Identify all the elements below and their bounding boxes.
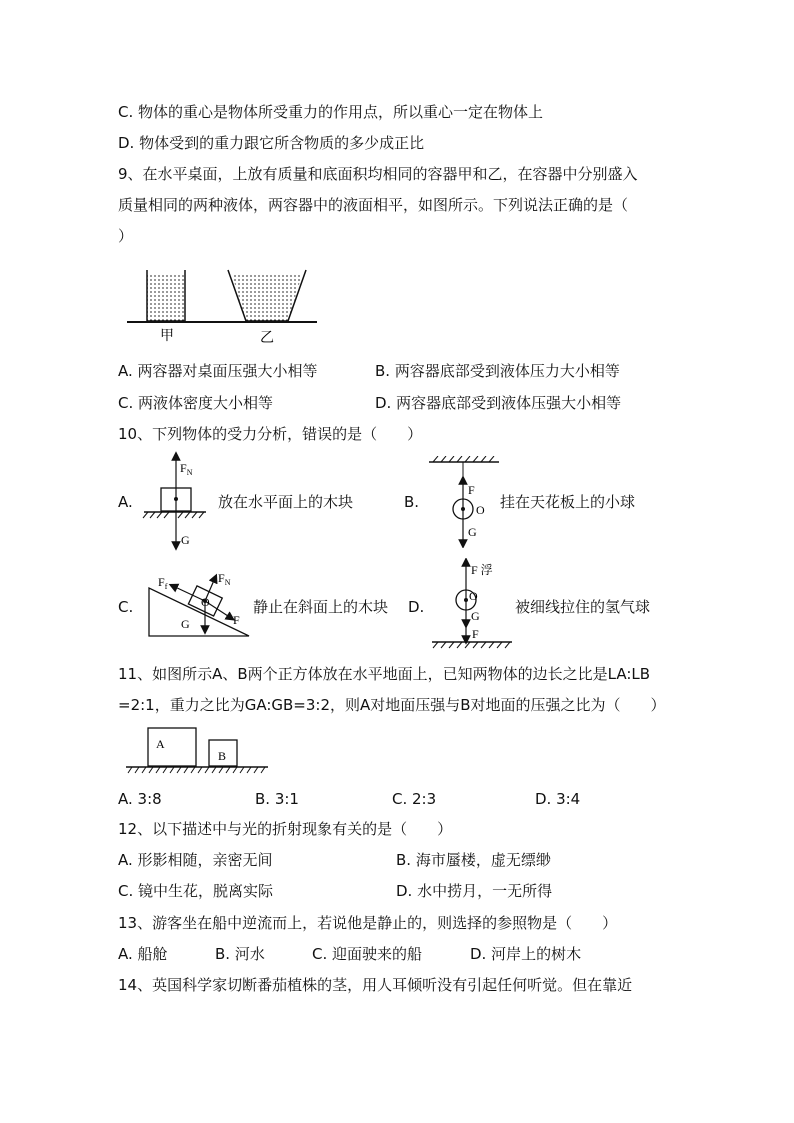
- q11-option-a: A. 3:8: [118, 790, 162, 808]
- q13-option-a: A. 船舱: [118, 945, 168, 963]
- q12-option-d: D. 水中捞月，一无所得: [396, 882, 553, 900]
- label-f-fu: F 浮: [471, 563, 493, 577]
- label-o: O: [476, 503, 485, 517]
- container-jia: [147, 270, 185, 321]
- q10-option-b-letter: B.: [404, 493, 420, 511]
- label-fn: $F_N$: [218, 571, 231, 587]
- q12-stem: 12、以下描述中与光的折射现象有关的是（ ）: [118, 820, 453, 838]
- q10-option-d-letter: D.: [408, 598, 425, 616]
- incline: [149, 588, 249, 636]
- q9-option-a: A. 两容器对桌面压强大小相等: [118, 362, 318, 380]
- q10-option-c-letter: C.: [118, 598, 134, 616]
- q9-stem-line1: 9、在水平桌面，上放有质量和底面积均相同的容器甲和乙，在容器中分别盛入: [118, 165, 638, 183]
- q14-stem-line1: 14、英国科学家切断番茄植株的茎，用人耳倾听没有引起任何听觉。但在靠近: [118, 976, 633, 994]
- q10-option-b-desc: 挂在天花板上的小球: [500, 493, 636, 511]
- label-o: O: [201, 595, 210, 609]
- q12-option-a: A. 形影相随，亲密无间: [118, 851, 273, 869]
- q10-a-figure: [140, 448, 215, 553]
- q10-stem: 10、下列物体的受力分析，错误的是（ ）: [118, 425, 423, 443]
- label-jia: 甲: [160, 329, 174, 344]
- label-g: G: [468, 525, 477, 539]
- q10-d-figure: [428, 558, 518, 650]
- q9-stem-line2: 质量相同的两种液体，两容器中的液面相平，如图所示。下列说法正确的是（: [118, 196, 629, 214]
- q12-option-b: B. 海市蜃楼，虚无缥缈: [396, 851, 551, 869]
- q10-c-figure: [145, 568, 253, 640]
- q11-option-b: B. 3:1: [255, 790, 299, 808]
- q10-b-figure: [425, 456, 505, 548]
- q9-option-c: C. 两液体密度大小相等: [118, 394, 274, 412]
- q11-stem-line2: =2:1，重力之比为GA:GB=3:2，则A对地面压强与B对地面的压强之比为（ ）: [118, 696, 666, 714]
- q8-option-c: C. 物体的重心是物体所受重力的作用点，所以重心一定在物体上: [118, 103, 544, 121]
- label-b: B: [218, 749, 227, 763]
- q10-option-c-desc: 静止在斜面上的木块: [253, 598, 389, 616]
- q11-option-c: C. 2:3: [392, 790, 437, 808]
- label-g: G: [471, 609, 480, 623]
- q11-cubes-figure: [122, 724, 272, 776]
- q12-option-c: C. 镜中生花，脱离实际: [118, 882, 274, 900]
- label-f: F: [472, 627, 479, 641]
- label-g: G: [181, 617, 190, 631]
- q13-option-b: B. 河水: [215, 945, 265, 963]
- q9-containers-figure: [122, 262, 322, 347]
- q13-option-d: D. 河岸上的树木: [470, 945, 582, 963]
- label-a: A: [156, 737, 165, 751]
- q10-option-a-letter: A.: [118, 493, 133, 511]
- label-f: F: [233, 613, 240, 627]
- q8-option-d: D. 物体受到的重力跟它所含物质的多少成正比: [118, 134, 425, 152]
- q13-stem: 13、游客坐在船中逆流而上，若说他是静止的，则选择的参照物是（ ）: [118, 914, 618, 932]
- q9-option-d: D. 两容器底部受到液体压强大小相等: [375, 394, 622, 412]
- q10-option-d-desc: 被细线拉住的氢气球: [515, 598, 651, 616]
- q10-option-a-desc: 放在水平面上的木块: [218, 493, 354, 511]
- label-yi: 乙: [260, 331, 274, 346]
- label-fn: $F_N$: [180, 461, 193, 477]
- label-o: O: [469, 589, 478, 603]
- container-yi: [228, 270, 306, 321]
- label-ff: $F_f$: [158, 575, 168, 591]
- q9-option-b: B. 两容器底部受到液体压力大小相等: [375, 362, 620, 380]
- q9-stem-line3: ）: [118, 227, 134, 245]
- q11-option-d: D. 3:4: [535, 790, 581, 808]
- label-g: G: [181, 533, 190, 547]
- q13-option-c: C. 迎面驶来的船: [312, 945, 423, 963]
- q11-stem-line1: 11、如图所示A、B两个正方体放在水平地面上，已知两物体的边长之比是LA:LB: [118, 665, 651, 683]
- label-f: F: [468, 483, 475, 497]
